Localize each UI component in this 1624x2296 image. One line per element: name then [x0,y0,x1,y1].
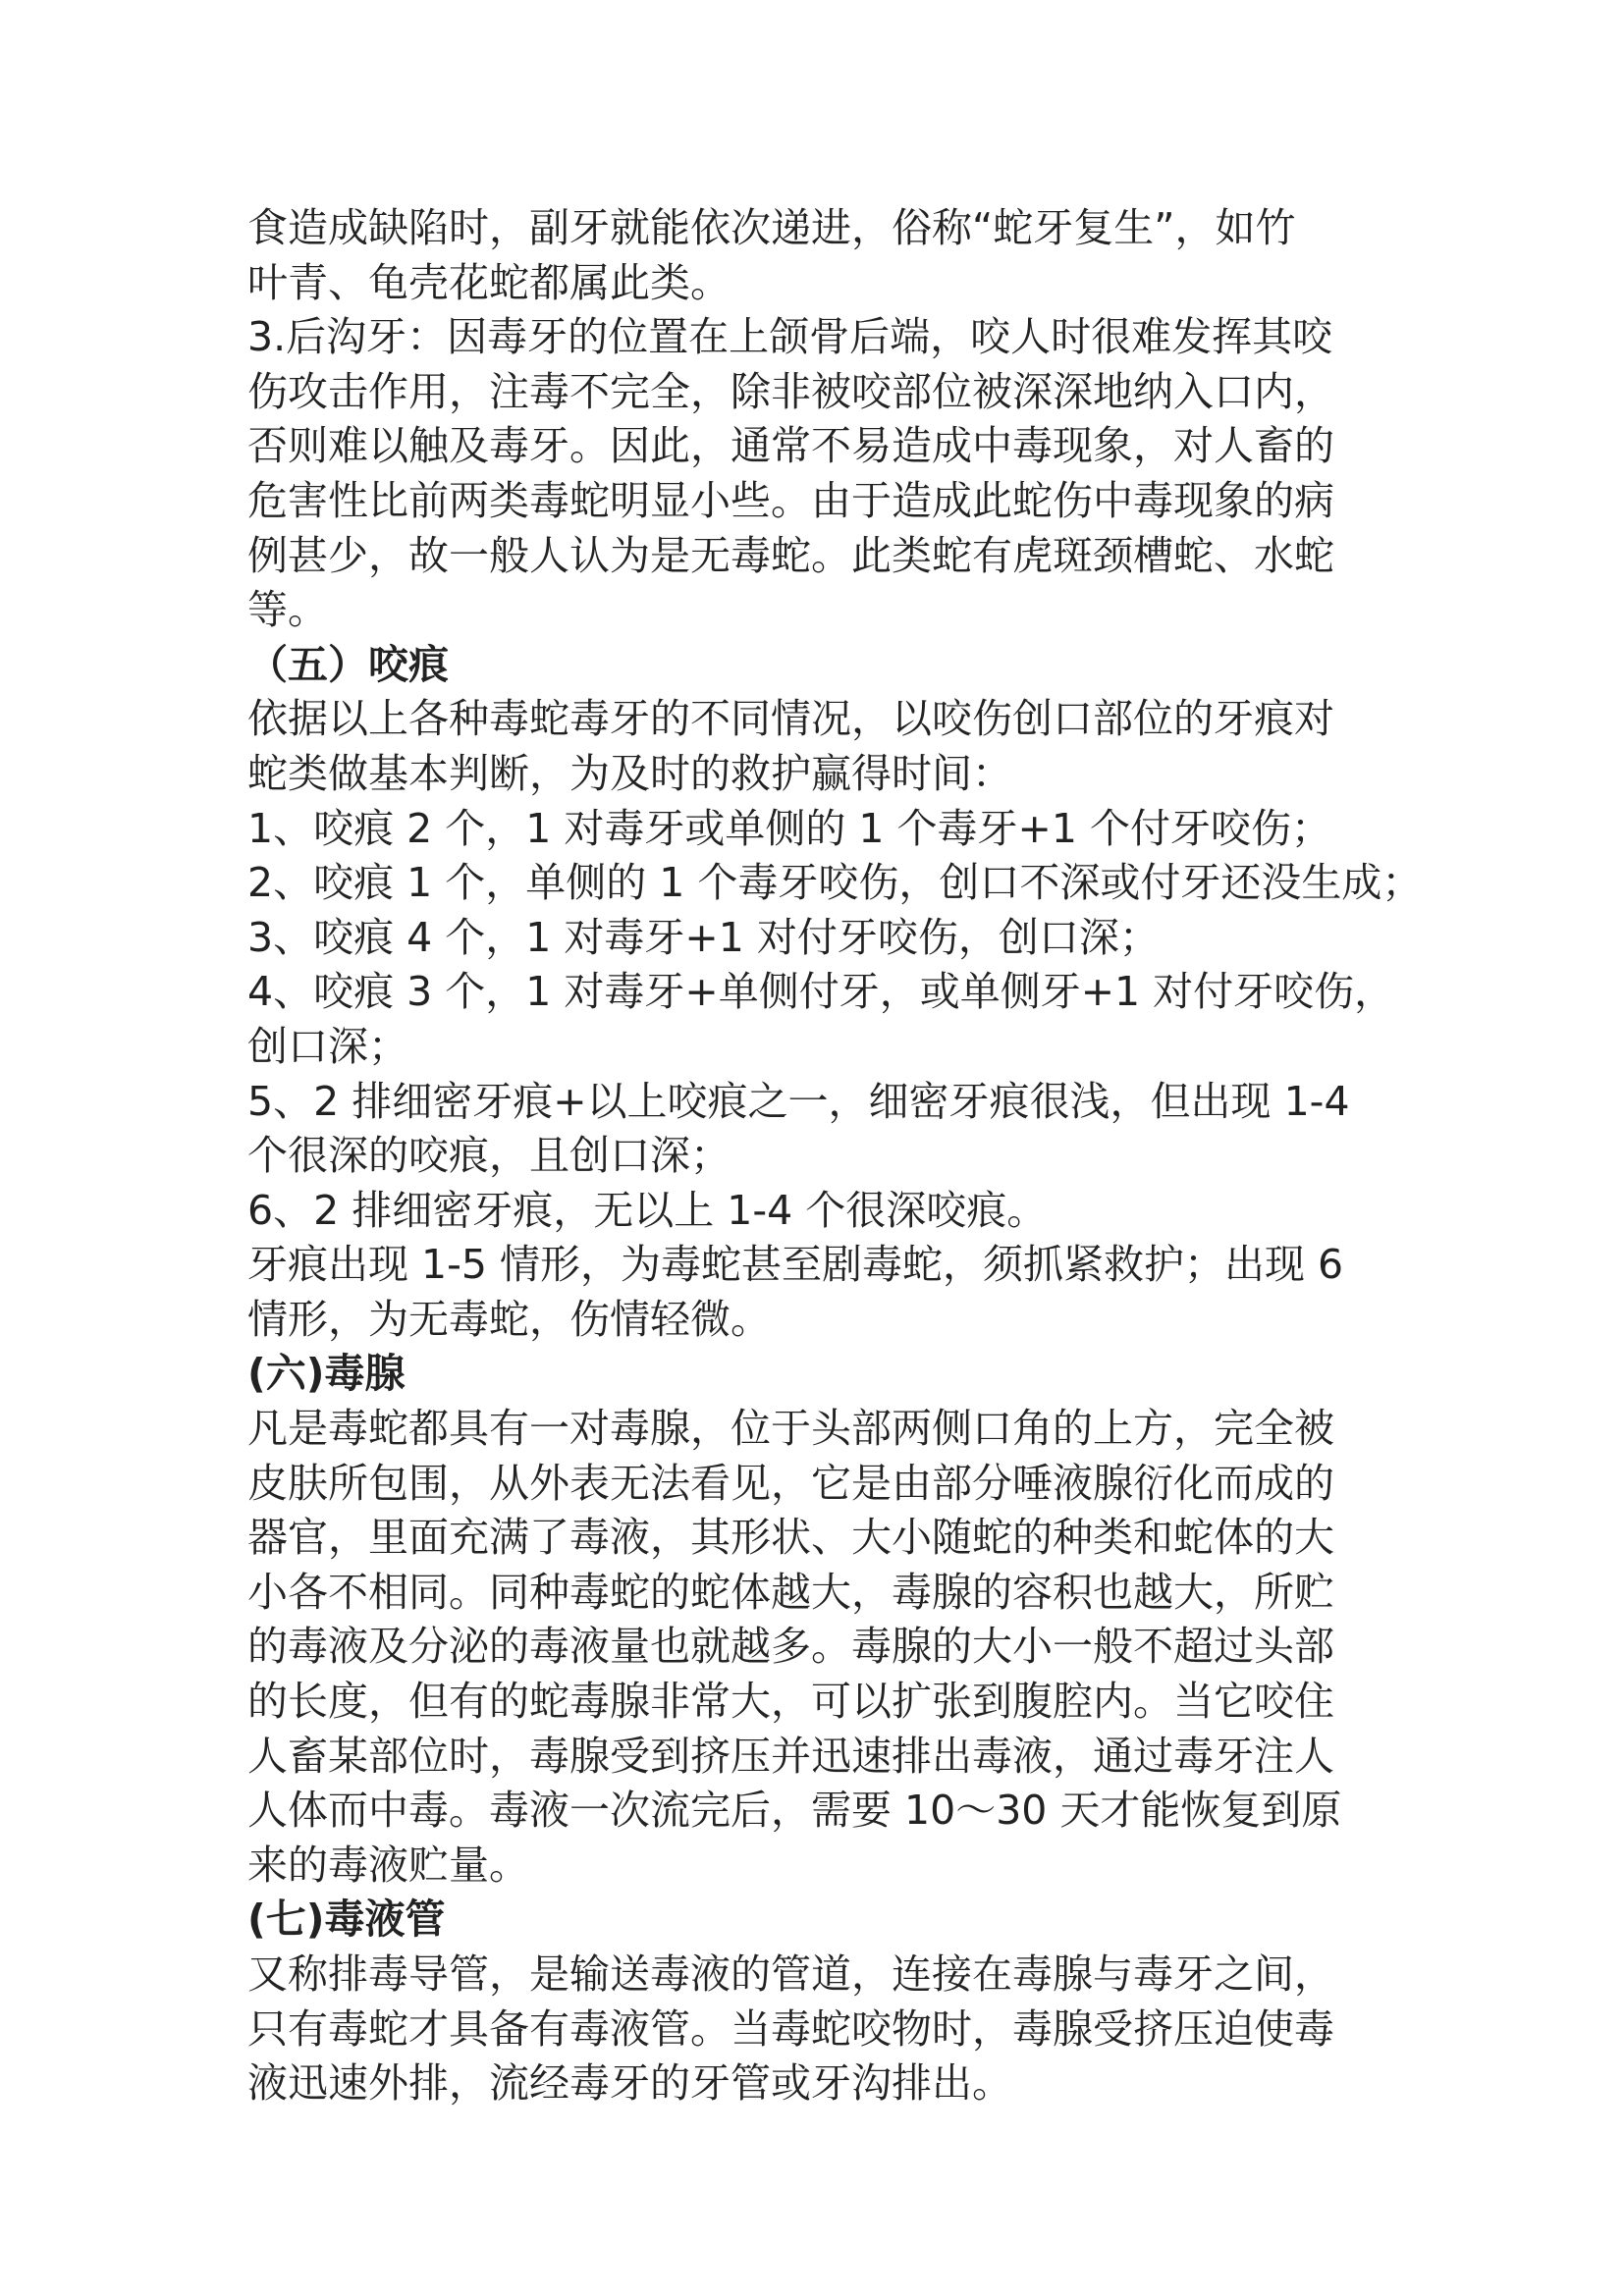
text-line: 凡是毒蛇都具有一对毒腺，位于头部两侧口角的上方，完全被 [247,1405,1334,1453]
text-line: 又称排毒导管，是输送毒液的管道，连接在毒腺与毒牙之间， [247,1950,1334,1998]
section-heading: (七)毒液管 [247,1896,446,1944]
text-line: 来的毒液贮量。 [247,1841,529,1889]
text-line: 等。 [247,586,328,634]
text-line: 器官，里面充满了毒液，其形状、大小随蛇的种类和蛇体的大 [247,1514,1334,1562]
text-line: 液迅速外排，流经毒牙的牙管或牙沟排出。 [247,2059,1012,2108]
section-heading: (六)毒腺 [247,1350,406,1398]
text-line: 危害性比前两类毒蛇明显小些。由于造成此蛇伤中毒现象的病 [247,476,1334,524]
text-line: 叶青、龟壳花蛇都属此类。 [247,258,731,306]
text-line: 例甚少，故一般人认为是无毒蛇。此类蛇有虎斑颈槽蛇、水蛇 [247,531,1334,579]
text-line: 6、2 排细密牙痕，无以上 1-4 个很深咬痕。 [247,1186,1048,1234]
text-line: 1、咬痕 2 个，1 对毒牙或单侧的 1 个毒牙+1 个付牙咬伤； [247,804,1331,852]
text-line: 3、咬痕 4 个，1 对毒牙+1 对付牙咬伤，创口深； [247,913,1160,961]
text-line: 情形，为无毒蛇，伤情轻微。 [247,1295,771,1343]
text-line: 的毒液及分泌的毒液量也就越多。毒腺的大小一般不超过头部 [247,1623,1334,1671]
text-line: 依据以上各种毒蛇毒牙的不同情况，以咬伤创口部位的牙痕对 [247,695,1334,743]
text-line: 皮肤所包围，从外表无法看见，它是由部分唾液腺衍化而成的 [247,1459,1334,1507]
text-line: 3.后沟牙：因毒牙的位置在上颌骨后端，咬人时很难发挥其咬 [247,313,1333,361]
text-line: 5、2 排细密牙痕+以上咬痕之一，细密牙痕很浅，但出现 1-4 [247,1077,1350,1125]
text-line: 2、咬痕 1 个，单侧的 1 个毒牙咬伤，创口不深或付牙还没生成； [247,859,1423,907]
document-body [247,201,1422,2111]
text-line: 个很深的咬痕，且创口深； [247,1132,731,1180]
section-heading: （五）咬痕 [247,640,449,688]
text-line: 否则难以触及毒牙。因此，通常不易造成中毒现象，对人畜的 [247,422,1334,470]
text-line: 牙痕出现 1-5 情形，为毒蛇甚至剧毒蛇，须抓紧救护；出现 6 [247,1241,1344,1289]
text-line: 4、咬痕 3 个，1 对毒牙+单侧付牙，或单侧牙+1 对付牙咬伤， [247,968,1395,1016]
text-line: 食造成缺陷时，副牙就能依次递进，俗称“蛇牙复生”，如竹 [247,204,1296,251]
text-line: 创口深； [247,1022,408,1070]
text-line: 只有毒蛇才具备有毒液管。当毒蛇咬物时，毒腺受挤压迫使毒 [247,2004,1334,2053]
text-line: 人畜某部位时，毒腺受到挤压并迅速排出毒液，通过毒牙注人 [247,1732,1334,1780]
text-line: 的长度，但有的蛇毒腺非常大，可以扩张到腹腔内。当它咬住 [247,1678,1334,1726]
text-line: 蛇类做基本判断，为及时的救护赢得时间： [247,749,1012,797]
text-line: 小各不相同。同种毒蛇的蛇体越大，毒腺的容积也越大，所贮 [247,1568,1334,1616]
text-line: 伤攻击作用，注毒不完全，除非被咬部位被深深地纳入口内， [247,367,1334,415]
text-line: 人体而中毒。毒液一次流完后，需要 10～30 天才能恢复到原 [247,1787,1342,1835]
